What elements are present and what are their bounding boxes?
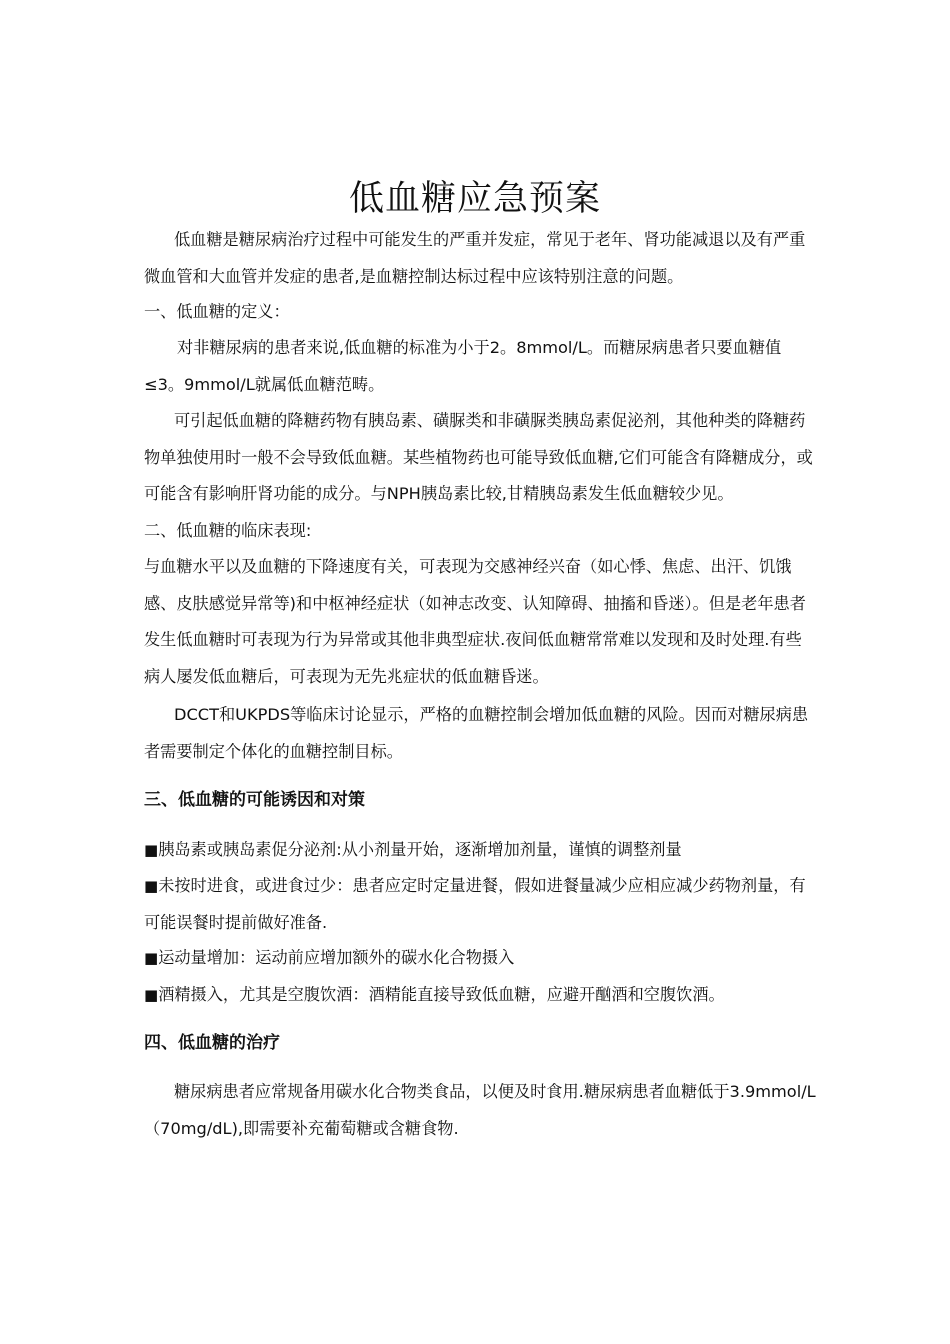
section3-item-text: 未按时进食，或进食过少：患者应定时定量进餐，假如进餐量减少应相应减少药物剂量，有可能误餐时提前做好准备. xyxy=(144,876,806,932)
section1-drugs-paragraph: 可引起低血糖的降糖药物有胰岛素、磺脲类和非磺脲类胰岛素促泌剂，其他种类的降糖药物单独使用时一般不会导致低血糖。某些植物药也可能导致低血糖,它们可能含有降糖成分，或可能含有影响肝肾功能的成分。与NPH胰岛素比较,甘精胰岛素发生低血糖较少见。 xyxy=(144,411,813,503)
section2-heading: 二、低血糖的临床表现: xyxy=(144,521,312,540)
bullet-square-icon: ■ xyxy=(144,949,159,967)
section1-definition-paragraph: 对非糖尿病的患者来说,低血糖的标准为小于2。8mmol/L。而糖尿病患者只要血糖值≤3。9mmol/L就属低血糖范畴。 xyxy=(144,338,782,394)
section3-heading: 三、低血糖的可能诱因和对策 xyxy=(144,790,365,810)
bullet-square-icon: ■ xyxy=(144,986,159,1004)
intro-paragraph: 低血糖是糖尿病治疗过程中可能发生的严重并发症，常见于老年、肾功能减退以及有严重微血管和大血管并发症的患者,是血糖控制达标过程中应该特别注意的问题。 xyxy=(144,230,806,286)
bullet-square-icon: ■ xyxy=(144,841,159,859)
section2-symptoms-paragraph: 与血糖水平以及血糖的下降速度有关，可表现为交感神经兴奋（如心悸、焦虑、出汗、饥饿感、皮肤感觉异常等)和中枢神经症状（如神志改变、认知障碍、抽搐和昏迷）。但是老年患者发生低血糖时可表现为行为异常或其他非典型症状.夜间低血糖常常难以发现和及时处理.有些病人屡发低血糖后，可表现为无先兆症状的低血糖昏迷。 xyxy=(144,557,806,686)
section3-item-text: 胰岛素或胰岛素促分泌剂:从小剂量开始，逐渐增加剂量，谨慎的调整剂量 xyxy=(158,840,682,859)
section1-heading: 一、低血糖的定义： xyxy=(144,302,290,321)
section3-list-item xyxy=(144,977,816,1014)
section3-list-item xyxy=(144,940,816,977)
section3-item-text: 运动量增加：运动前应增加额外的碳水化合物摄入 xyxy=(158,948,515,967)
section2-trials-paragraph: DCCT和UKPDS等临床讨论显示，严格的血糖控制会增加低血糖的风险。因而对糖尿病患者需要制定个体化的血糖控制目标。 xyxy=(144,705,809,761)
section3-list-item xyxy=(144,832,816,869)
bullet-square-icon: ■ xyxy=(144,877,159,895)
document-title: 低血糖应急预案 xyxy=(348,179,601,219)
section3-list-item xyxy=(144,868,816,941)
section4-heading: 四、低血糖的治疗 xyxy=(144,1033,280,1053)
section3-item-text: 酒精摄入，尤其是空腹饮酒：酒精能直接导致低血糖，应避开酗酒和空腹饮酒。 xyxy=(158,985,725,1004)
section4-treatment-paragraph: 糖尿病患者应常规备用碳水化合物类食品，以便及时食用.糖尿病患者血糖低于3.9mmol/L（70mg/dL),即需要补充葡萄糖或含糖食物. xyxy=(144,1082,816,1138)
